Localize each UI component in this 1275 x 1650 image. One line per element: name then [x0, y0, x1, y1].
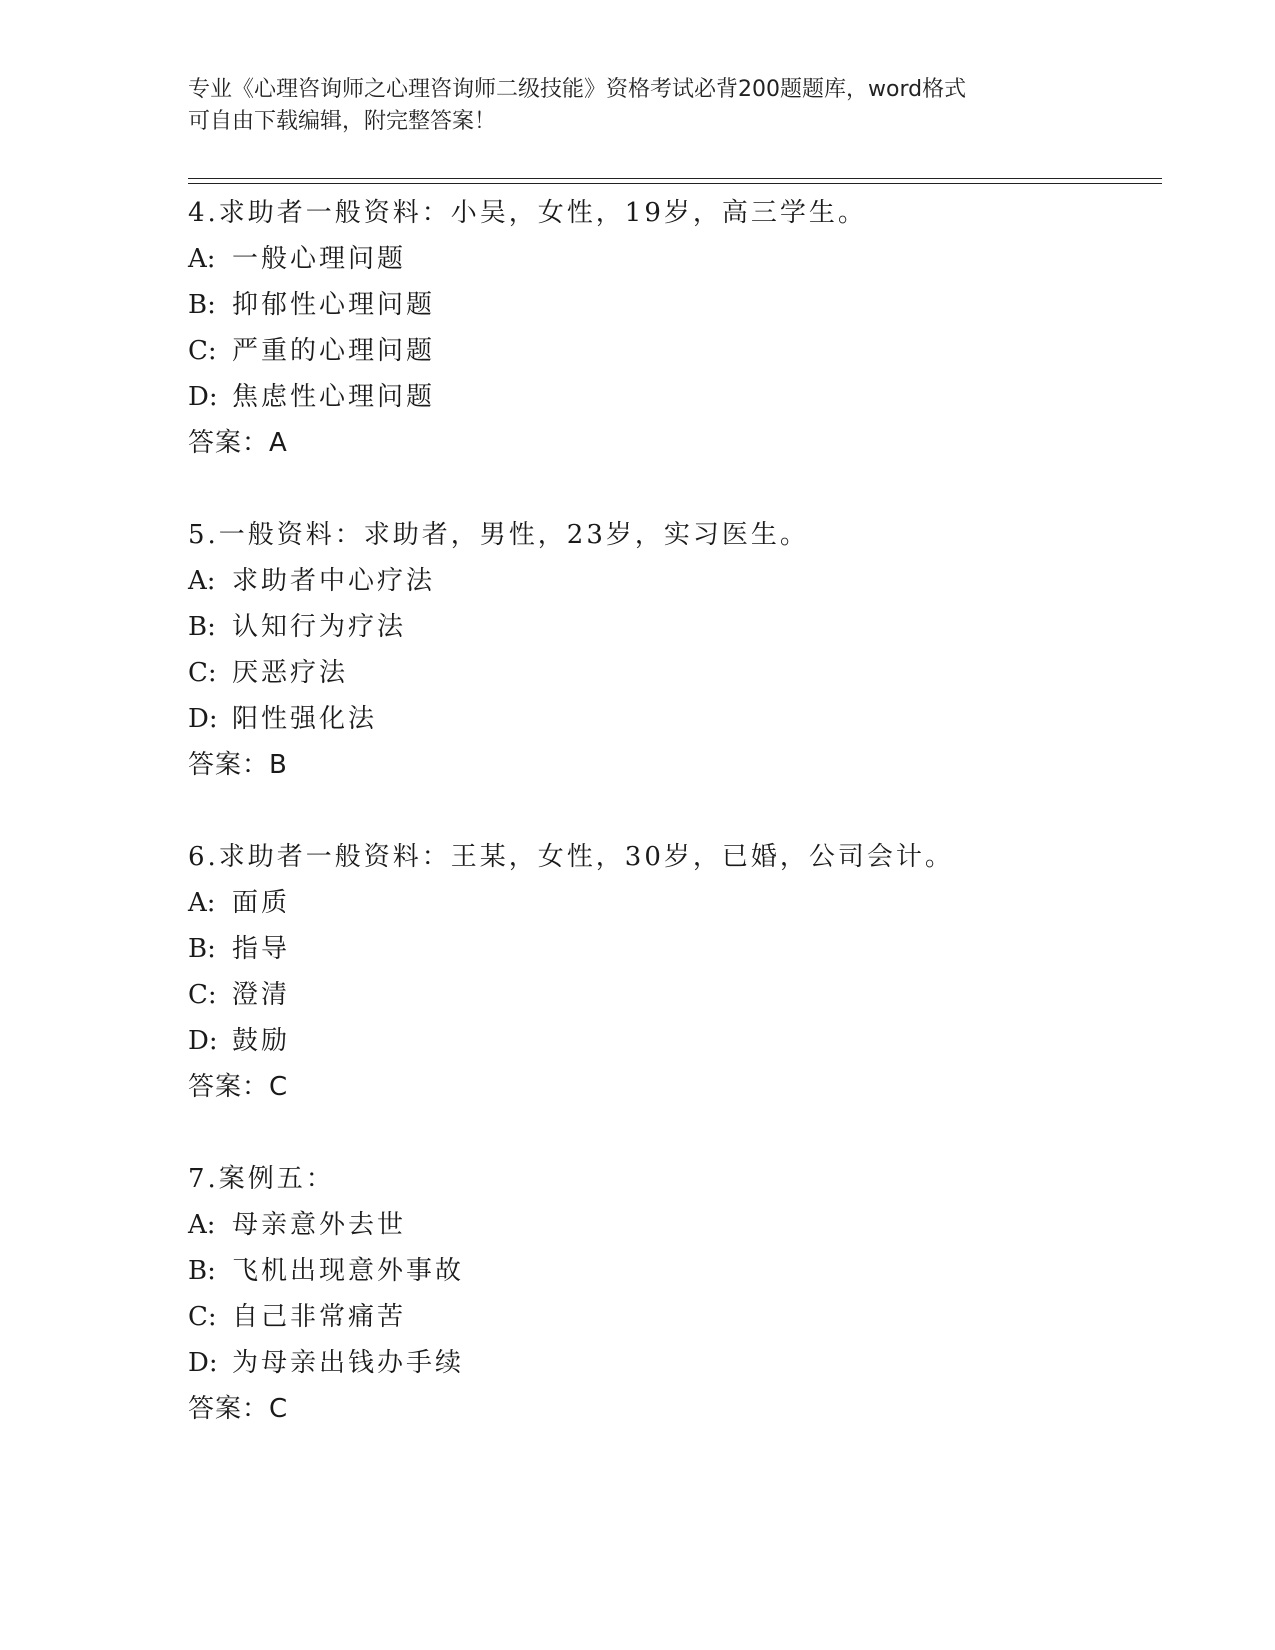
header-divider-bottom — [188, 183, 1162, 184]
option-a — [188, 558, 1148, 604]
option-d — [188, 1340, 1148, 1386]
option-key: D: — [188, 382, 218, 412]
question-item — [188, 834, 1148, 1110]
option-key: C: — [188, 980, 217, 1010]
option-text: 求助者中心疗法 — [232, 566, 436, 596]
option-text: 自己非常痛苦 — [232, 1302, 407, 1332]
option-text: 焦虑性心理问题 — [232, 382, 436, 412]
option-key: C: — [188, 658, 217, 688]
option-key: B: — [188, 290, 216, 320]
option-key: A: — [188, 244, 216, 274]
question-stem: 5.一般资料：求助者，男性，23岁，实习医生。 — [188, 520, 809, 550]
option-d — [188, 696, 1148, 742]
question-stem: 6.求助者一般资料：王某，女性，30岁，已婚，公司会计。 — [188, 842, 954, 872]
question-list — [188, 190, 1148, 1478]
option-c — [188, 328, 1148, 374]
option-text: 鼓励 — [232, 1026, 291, 1056]
option-text: 指导 — [232, 934, 291, 964]
option-text: 抑郁性心理问题 — [232, 290, 436, 320]
option-key: B: — [188, 934, 216, 964]
question-item — [188, 512, 1148, 788]
answer-line: 答案：C — [188, 1072, 289, 1102]
answer-line: 答案：B — [188, 750, 288, 780]
answer-line: 答案：A — [188, 428, 288, 458]
option-text: 面质 — [232, 888, 291, 918]
answer-line: 答案：C — [188, 1394, 289, 1424]
option-a — [188, 1202, 1148, 1248]
option-b — [188, 926, 1148, 972]
option-key: A: — [188, 888, 216, 918]
header-line-1: 专业《心理咨询师之心理咨询师二级技能》资格考试必背200题题库，word格式 — [188, 77, 967, 102]
option-c — [188, 972, 1148, 1018]
option-key: C: — [188, 1302, 217, 1332]
option-text: 严重的心理问题 — [232, 336, 436, 366]
option-a — [188, 236, 1148, 282]
option-text: 阳性强化法 — [232, 704, 378, 734]
header-line-2: 可自由下载编辑，附完整答案！ — [188, 109, 497, 134]
option-key: D: — [188, 1026, 218, 1056]
question-item — [188, 1156, 1148, 1432]
option-text: 澄清 — [232, 980, 291, 1010]
option-b — [188, 1248, 1148, 1294]
option-text: 母亲意外去世 — [232, 1210, 407, 1240]
question-stem: 7.案例五： — [188, 1164, 335, 1194]
option-text: 为母亲出钱办手续 — [232, 1348, 465, 1378]
option-key: C: — [188, 336, 217, 366]
option-d — [188, 374, 1148, 420]
option-text: 飞机出现意外事故 — [232, 1256, 465, 1286]
option-key: D: — [188, 1348, 218, 1378]
document-header — [188, 74, 1088, 138]
question-item — [188, 190, 1148, 466]
option-key: A: — [188, 566, 216, 596]
question-stem: 4.求助者一般资料：小吴，女性，19岁，高三学生。 — [188, 198, 867, 228]
option-text: 一般心理问题 — [232, 244, 407, 274]
option-text: 厌恶疗法 — [232, 658, 349, 688]
option-b — [188, 604, 1148, 650]
option-a — [188, 880, 1148, 926]
option-text: 认知行为疗法 — [232, 612, 407, 642]
option-b — [188, 282, 1148, 328]
option-key: B: — [188, 612, 216, 642]
option-key: D: — [188, 704, 218, 734]
header-divider-top — [188, 178, 1162, 179]
option-c — [188, 650, 1148, 696]
option-key: A: — [188, 1210, 216, 1240]
option-key: B: — [188, 1256, 216, 1286]
option-d — [188, 1018, 1148, 1064]
option-c — [188, 1294, 1148, 1340]
